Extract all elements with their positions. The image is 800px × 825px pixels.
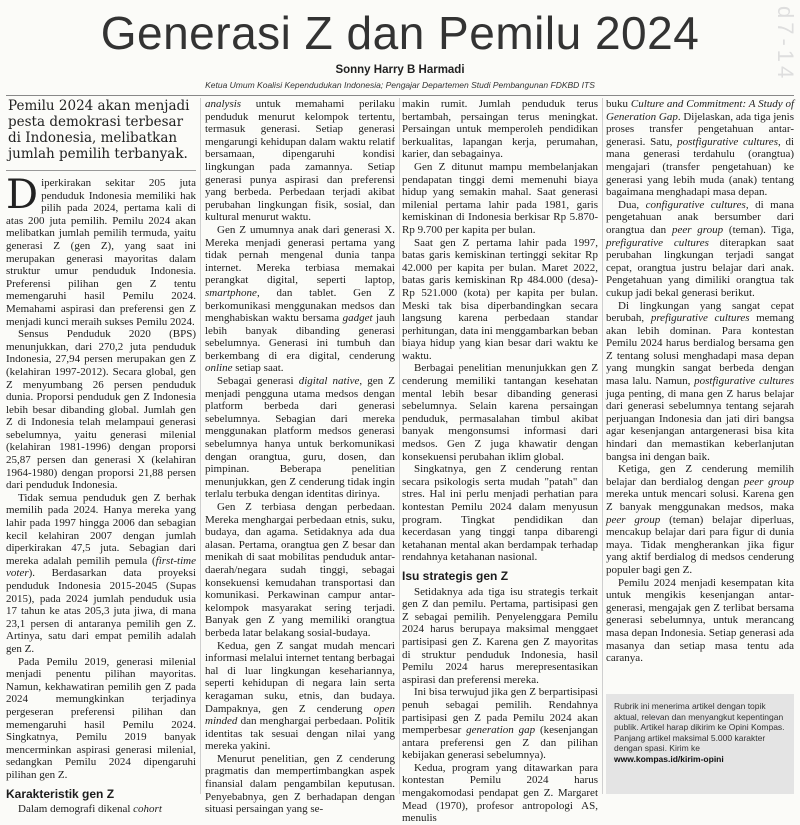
italic-term: first-time voter bbox=[6, 554, 196, 580]
paragraph: Menurut penelitian, gen Z cenderung pragmatis dan mempertimbangkan aspek finansial dalam pengambilan keputusan. Penyebabnya, gen Z berhadapan dengan situasi persaingan yang se- bbox=[205, 752, 395, 816]
paragraph-text: Di lingkungan yang sangat cepat berubah, bbox=[606, 299, 794, 325]
paragraph: Setidaknya ada tiga isu strategis terkait gen Z dan pemilu. Pertama, partisipasi gen Z sebagai pemilih. Penyelenggara Pemilu 2024 harus berupaya maksimal menggaet partisipasi gen Z. Karena gen Z mayoritas di struktur penduduk Indonesia, hasil Pemilu 2024 harus merepresentasikan aspirasi dan preferensi mereka. bbox=[402, 585, 598, 686]
paragraph-text: Ini bisa terwujud jika gen Z berpartisipasi penuh sebagai pemilih. Rendahnya partisipasi gen Z pada Pemilu 2024 akan memperbesar bbox=[402, 686, 598, 737]
paragraph-text: Dua, bbox=[618, 198, 646, 211]
side-page-label: d7-14 bbox=[773, 6, 798, 83]
paragraph-text: Dalam demografi dikenal bbox=[18, 803, 134, 816]
article-title: Generasi Z dan Pemilu 2024 bbox=[100, 7, 700, 59]
paragraph-text: untuk memahami perilaku penduduk menurut kelompok tertentu, termasuk generasi. Setiap generasi mengarungi kehidupan dalam waktu relatif bersamaan, dipengaruhi kondisi lingkungan pada zamannya. Setiap generasi punya aspirasi dan preferensi yang berbeda. Perbedaan terjadi akibat perubahan lingkungan fisik, sosial, dan kultural menurut waktu. bbox=[205, 98, 395, 224]
paragraph-text: iperkirakan sekitar 205 juta penduduk Indonesia memiliki hak pilih pada 2024, pertama kali di atas 200 juta pemilih. Pemilu 2024 akan melibatkan jumlah pemilih termuda, yaitu generasi Z (gen Z), yang saat ini merupakan generasi mayoritas dalam struktur umur penduduk Indonesia. Preferensi pilihan gen Z tentu memengaruhi hasil Pemilu 2024. Memahami aspirasi dan preferensi gen Z menjadi kunci meraih sukses Pemilu 2024. bbox=[6, 177, 196, 328]
paragraph-text: . Dijelaskan, ada tiga jenis proses transfer pengetahuan antar-generasi. Satu, bbox=[606, 110, 795, 148]
italic-term: peer group bbox=[671, 223, 724, 236]
drop-cap: D bbox=[6, 172, 39, 218]
author-name: Sonny Harry B Harmadi bbox=[335, 64, 465, 76]
column-1 bbox=[6, 98, 196, 816]
header-rule bbox=[6, 95, 794, 96]
paragraph-text: Tidak semua penduduk gen Z berhak memilih pada 2024. Hanya mereka yang lahir pada 1997 hingga 2006 dan sebagian kecil kelahiran 2007 dengan jumlah diperkirakan 47,5 juta. Sebagian dari mereka adalah pemilih pemula ( bbox=[6, 491, 196, 567]
paragraph: Gen Z ditunut mampu membelanjakan pendapatan tinggi demi memenuhi biaya hidup yang semakin mahal. Saat generasi milenial pertama lahir pada 1981, garis kemiskinan di Indonesia berkisar Rp 5.870-Rp 9.700 per kapita per bulan. bbox=[402, 160, 598, 236]
italic-term: analysis bbox=[205, 98, 242, 110]
italic-term: configurative cultures bbox=[645, 198, 746, 211]
submission-text: Rubrik ini menerima artikel dengan topik aktual, relevan dan menyangkut kepentingan publik. Artikel harap dikirim ke Opini Kompas. Panjang artikel maksimal 5.000 karakter dengan spasi. Kirim ke bbox=[614, 701, 785, 754]
paragraph-text: (kesenjangan antara preferensi gen Z dan pilihan kebijakan generasi sebelumnya). bbox=[402, 724, 599, 762]
italic-term: peer group bbox=[606, 513, 661, 526]
column-3 bbox=[402, 98, 599, 825]
paragraph-text: (teman). Tiga, bbox=[723, 223, 794, 236]
paragraph: Berbagai penelitian menunjukkan gen Z cenderung memiliki tantangan kesehatan mental lebih besar dibanding generasi sebelumnya. Selain karena persaingan penduduk, permasalahan timbul akibat banyak mengonsumsi informasi dari medsos. Gen Z juga khawatir dengan konsekuensi perubahan iklim global. bbox=[402, 362, 598, 463]
column-2 bbox=[205, 98, 395, 816]
submission-link[interactable]: www.kompas.id/kirim-opini bbox=[614, 753, 724, 764]
paragraph-text: , dan tablet. Gen Z berkomunikasi menggunakan medsos dan menghabiskan waktu bersama bbox=[205, 286, 395, 325]
paragraph bbox=[205, 640, 395, 753]
italic-term: cohort bbox=[133, 803, 162, 816]
paragraph-text: mereka untuk mencari solusi. Karena gen Z banyak menggunakan medsos, maka bbox=[606, 488, 794, 513]
paragraph-text: jauh lebih banyak dibanding generasi sebelumnya. Generasi ini tumbuh dan berkembang di era digital, cenderung bbox=[205, 312, 395, 362]
column-divider bbox=[602, 98, 603, 794]
paragraph: Saat gen Z pertama lahir pada 1997, batas garis kemiskinan tertinggi sekitar Rp 42.000 per kapita per bulan. Maret 2022, batas garis kemiskinan Rp 484.000 (desa)-Rp 521.000 (kota) per kapita per bulan. Meski tak bisa diperbandingkan secara langsung karena perbedaan standar perhitungan, data ini menggambarkan beban biaya hidup yang kian besar dari waktu ke waktu. bbox=[402, 236, 598, 362]
paragraph-text: Gen Z umumnya anak dari generasi X. Mereka menjadi generasi pertama yang tidak pernah mengenal dunia tanpa internet. Mereka terbiasa memakai perangkat digital, seperti laptop, bbox=[205, 223, 395, 287]
italic-term: Culture and Commitment: A Study of Generation Gap bbox=[606, 98, 795, 123]
column-divider bbox=[200, 98, 201, 794]
paragraph: Pemilu 2024 menjadi kesempatan kita untuk mengikis kesenjangan antar-generasi, mengajak gen Z terlibat bersama generasi sebelumnya, untuk merancang masa depan Indonesia. Setiap generasi ada masanya dan setiap masa tentu ada caranya. bbox=[606, 576, 794, 665]
paragraph bbox=[606, 98, 794, 199]
paragraph: Kedua, program yang ditawarkan para kontestan Pemilu 2024 harus mengakomodasi pendapat gen Z. Margaret Mead (1970), profesor antropologi AS, menulis bbox=[402, 761, 598, 825]
paragraph bbox=[6, 803, 196, 816]
section-heading: Karakteristik gen Z bbox=[6, 786, 115, 801]
author-affiliation: Ketua Umum Koalisi Kependudukan Indonesia; Pengajar Departemen Studi Pembangunan FDKBD ITS bbox=[205, 80, 595, 90]
italic-term: postfigurative cultures bbox=[677, 135, 778, 148]
paragraph: Pada Pemilu 2019, generasi milenial menjadi penentu pilihan mayoritas. Namun, kekhawatiran pemilih gen Z pada 2024 memungkinkan terjadinya pergeseran preferensi pilihan dan memengaruhi hasil Pemilu 2024. Singkatnya, Pemilu 2019 banyak mencerminkan aspirasi generasi milenial, sedangkan Pemilu 2024 dipengaruhi pilihan gen Z. bbox=[6, 655, 196, 781]
paragraph bbox=[6, 492, 196, 656]
paragraph-text: buku bbox=[606, 98, 631, 110]
italic-term: digital native bbox=[298, 375, 360, 388]
paragraph-text: Kedua, gen Z sangat mudah mencari informasi melalui internet tentang berbagai hal di luar lingkungan kesehariannya, seperti kehidupan di negara lain serta keragaman suku, etnis, dan budaya. Dampaknya, gen Z cenderung bbox=[205, 639, 395, 715]
paragraph-text: , di mana pengetahuan anak bersumber dari orangtua dan bbox=[606, 198, 795, 236]
paragraph bbox=[205, 224, 395, 375]
paragraph-text: juga penting, di mana gen Z harus belajar dari generasi sebelumnya tentang sejarah perjuangan Indonesia dan jati diri bangsa agar kesenjangan antargenerasi bisa kita hindari dan memastikan keberlanjutan bangsa ini dengan baik. bbox=[606, 387, 794, 463]
section-heading: Isu strategis gen Z bbox=[402, 568, 509, 583]
italic-term: online bbox=[205, 362, 233, 375]
italic-term: peer group bbox=[743, 475, 795, 488]
column-4 bbox=[606, 98, 794, 690]
italic-term: prefigurative cultures bbox=[606, 236, 709, 249]
paragraph bbox=[606, 463, 794, 576]
paragraph-text: Ketiga, gen Z cenderung memilih belajar dan berdialog dengan bbox=[606, 463, 794, 488]
paragraph-text: , gen Z menjadi pengguna utama medsos dengan platform berbeda dari generasi sebelumnya. Sebagian dari mereka menggunakan platform medsos generasi sebelumnya hanya untuk berkomunikasi dengan orangtua, guru, dosen, dan pimpinan. Beberapa penelitian menunjukkan, gen Z cenderung tidak ingin terlalu terbuka dengan identitas dirinya. bbox=[205, 375, 395, 501]
paragraph-text: memang akan lebih dominan. Para kontestan Pemilu 2024 harus berdialog bersama gen Z tentang solusi menghadapi masa depan yang mungkin sangat berbeda dengan masa lalu. Namun, bbox=[606, 312, 794, 388]
paragraph bbox=[606, 199, 794, 300]
italic-term: prefigurative cultures bbox=[650, 312, 750, 325]
paragraph-text: ). Berdasarkan data proyeksi penduduk Indonesia 2015-2045 (Supas 2015), pada 2024 jumlah penduduk usia 17 tahun ke atas 205,3 juta jiwa, di mana 23,1 persen di antaranya pemilih gen Z. Artinya, satu dari empat pemilih adalah gen Z. bbox=[6, 567, 196, 655]
paragraph bbox=[205, 375, 395, 501]
lead-paragraph bbox=[6, 172, 196, 328]
pull-quote: Pemilu 2024 akan menjadi pesta demokrasi terbesar di Indonesia, melibatkan jumlah pemilih terbanyak. bbox=[6, 98, 196, 171]
italic-term: generation gap bbox=[466, 724, 536, 737]
paragraph: makin rumit. Jumlah penduduk terus bertambah, persaingan terus meningkat. Persaingan untuk memperoleh pendidikan berkualitas, lapangan kerja, perumahan, karier, dan sebagainya. bbox=[402, 98, 598, 161]
submission-info-box bbox=[606, 694, 794, 794]
paragraph bbox=[402, 686, 598, 762]
paragraph: Singkatnya, gen Z cenderung rentan secara psikologis serta mudah "patah" dan stres. Hal ini perlu menjadi perhatian para kontestan Pemilu 2024 dalam menyusun program. Tingkat pendidikan dan kecerdasan yang tinggi tanpa dibarengi ketahanan mental akan berdampak terhadap rendahnya ketahanan nasional. bbox=[402, 463, 598, 564]
italic-term: gadget bbox=[342, 312, 373, 325]
paragraph-text: setiap saat. bbox=[232, 362, 284, 375]
paragraph-text: (teman) belajar diperluas, mencakup belajar dari para figur di dunia maya. Tidak mengherankan jika figur yang aktif berdialog di medsos cenderung populer bagi gen Z. bbox=[606, 513, 794, 576]
paragraph-text: dan menghargai perbedaan. Politik identitas tak sesuai dengan nilai yang mereka yakini. bbox=[205, 715, 395, 753]
italic-term: open minded bbox=[205, 702, 395, 728]
italic-term: smartphone bbox=[205, 286, 257, 299]
paragraph bbox=[606, 300, 794, 464]
italic-term: postfigurative cultures bbox=[694, 375, 794, 388]
paragraph: Gen Z terbiasa dengan perbedaan. Mereka menghargai perbedaan etnis, suku, budaya, dan agama. Setidaknya ada dua alasan. Pertama, orangtua gen Z besar dan menikah di saat mobilitas penduduk antar-daerah/negara sudah tinggi, sebagai konsekuensi kemudahan transportasi dan komunikasi. Perkawinan campur antar-kelompok masyarakat sering terjadi. Banyak gen Z yang memiliki orangtua berbeda latar belakang sosial-budaya. bbox=[205, 501, 395, 639]
paragraph-text: diterapkan saat perubahan lingkungan terjadi sangat cepat, orangtua justru belajar dari anak. Pengetahuan yang dimiliki orangtua tak cukup jadi bekal generasi berikut. bbox=[606, 236, 794, 299]
paragraph: Sensus Penduduk 2020 (BPS) menunjukkan, dari 270,2 juta penduduk Indonesia, 27,94 persen merupakan gen Z (kelahiran 1997-2012). Secara global, gen Z menyumbang 26 persen penduduk dunia. Proporsi penduduk gen Z Indonesia lebih besar dibanding global. Jumlah gen Z di Indonesia telah melampaui generasi sebelumnya, yaitu generasi milenial (kelahiran 1981-1996) dengan proporsi 25,87 persen dan generasi X (kelahiran 1964-1980) dengan proporsi 21,88 persen dari penduduk Indonesia. bbox=[6, 328, 196, 492]
paragraph-text: Sebagai generasi bbox=[217, 375, 299, 388]
column-divider bbox=[399, 98, 400, 794]
paragraph bbox=[205, 98, 395, 224]
paragraph-text: , di mana generasi terdahulu (orangtua) mengajari (transfer pengetahuan) ke generasi yang lebih muda (anak) tentang bagaimana menghadapi masa depan. bbox=[606, 135, 795, 199]
